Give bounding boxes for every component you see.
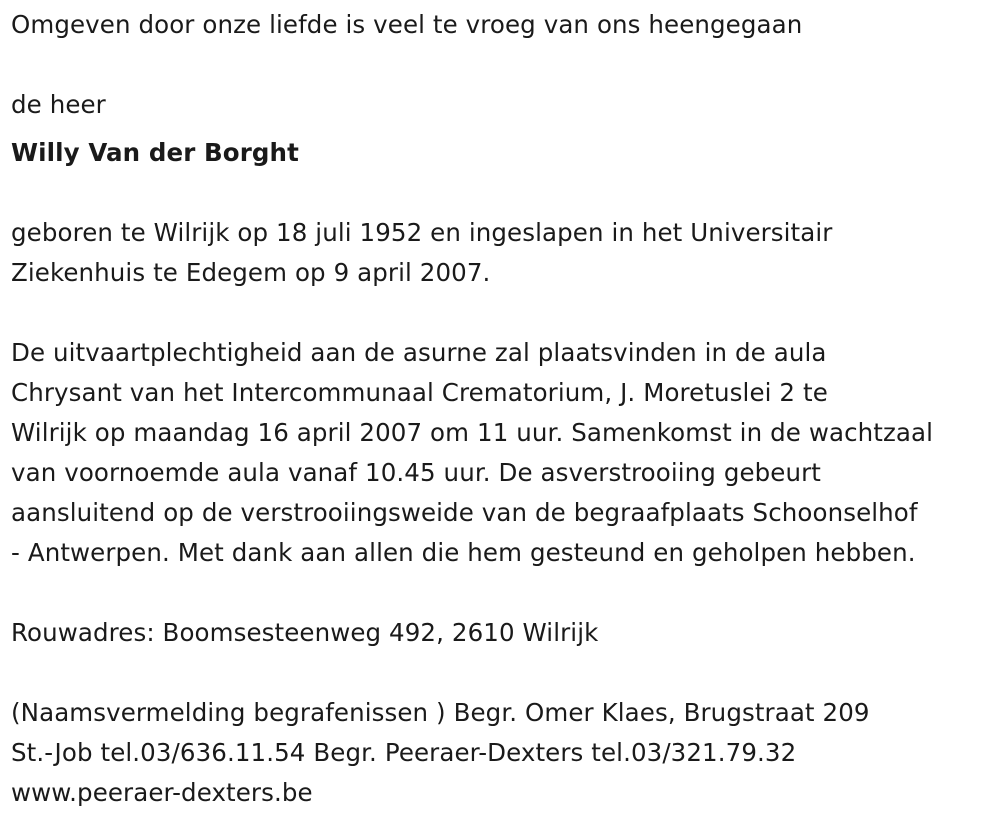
deceased-name: Willy Van der Borght <box>11 138 299 167</box>
title-prefix: de heer <box>11 90 106 119</box>
ceremony-line-1: De uitvaartplechtigheid aan de asurne zal plaatsvinden in de aula <box>11 338 827 367</box>
birth-line-2: Ziekenhuis te Edegem op 9 april 2007. <box>11 258 491 287</box>
ceremony-line-4: van voornoemde aula vanaf 10.45 uur. De asverstrooiing gebeurt <box>11 458 821 487</box>
website-link[interactable]: www.peeraer-dexters.be <box>11 778 313 807</box>
funeral-line-2: St.-Job tel.03/636.11.54 Begr. Peeraer-Dexters tel.03/321.79.32 <box>11 738 797 767</box>
ceremony-line-6: - Antwerpen. Met dank aan allen die hem gesteund en geholpen hebben. <box>11 538 916 567</box>
birth-line-1: geboren te Wilrijk op 18 juli 1952 en ingeslapen in het Universitair <box>11 218 833 247</box>
mourning-address: Rouwadres: Boomsesteenweg 492, 2610 Wilrijk <box>11 618 599 647</box>
ceremony-line-2: Chrysant van het Intercommunaal Crematorium, J. Moretuslei 2 te <box>11 378 828 407</box>
ceremony-line-5: aansluitend op de verstrooiingsweide van de begraafplaats Schoonselhof <box>11 498 918 527</box>
funeral-line-1: (Naamsvermelding begrafenissen ) Begr. Omer Klaes, Brugstraat 209 <box>11 698 870 727</box>
ceremony-line-3: Wilrijk op maandag 16 april 2007 om 11 uur. Samenkomst in de wachtzaal <box>11 418 934 447</box>
intro-text: Omgeven door onze liefde is veel te vroeg van ons heengegaan <box>11 10 803 39</box>
